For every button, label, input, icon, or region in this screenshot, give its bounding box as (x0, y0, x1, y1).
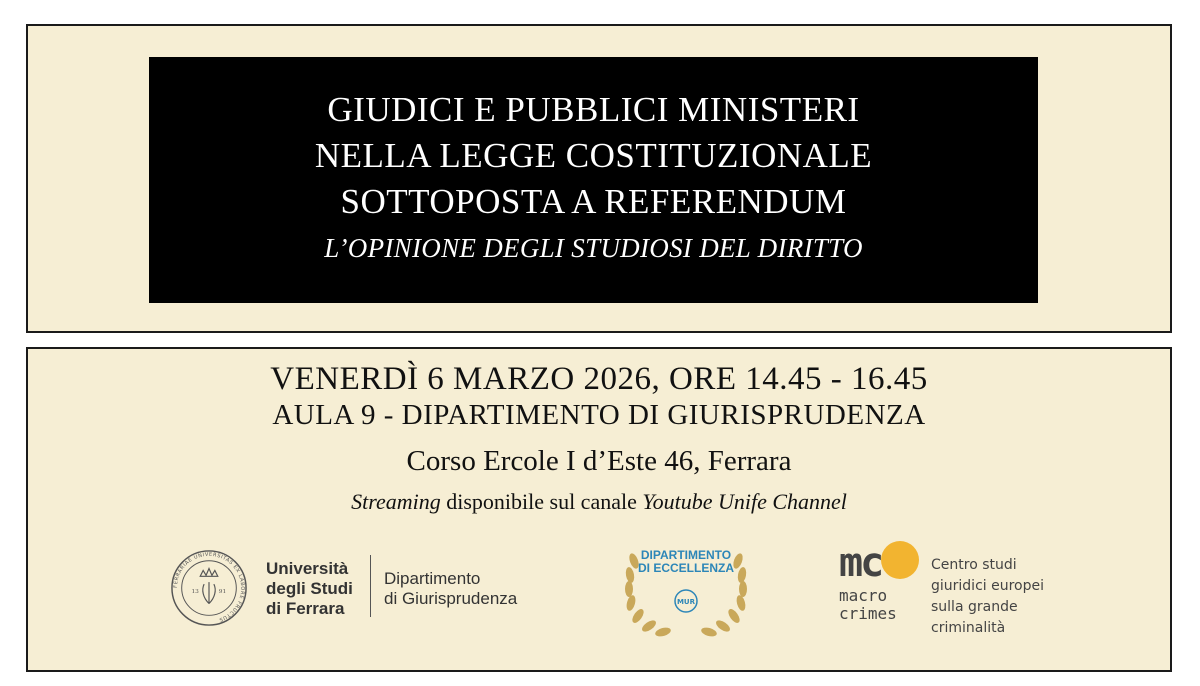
event-address: Corso Ercole I d’Este 46, Ferrara (406, 445, 792, 477)
streaming-middle: disponibile sul canale (440, 489, 643, 514)
title-line-1: GIUDICI E PUBBLICI MINISTERI (327, 90, 860, 129)
title-line-3: SOTTOPOSTA A REFERENDUM (340, 182, 847, 221)
macro-desc-line-2: giuridici europei (931, 578, 1044, 594)
unife-name-line-2: degli Studi (266, 579, 353, 598)
macro-desc-line-1: Centro studi (931, 557, 1017, 573)
streaming-word: Streaming (351, 489, 441, 514)
unife-department (384, 569, 517, 609)
eccellenza-line-1: DIPARTIMENTO (640, 548, 732, 562)
event-date-time: VENERDÌ 6 MARZO 2026, ORE 14.45 - 16.45 (270, 361, 928, 397)
mur-badge: MUR (676, 598, 696, 606)
macro-desc-line-4: criminalità (931, 620, 1006, 636)
unife-name-line-1: Università (266, 559, 349, 578)
macro-word-2: crimes (839, 604, 897, 623)
info-panel (26, 347, 1172, 672)
macro-circle-icon (881, 541, 919, 579)
macro-description (931, 555, 1044, 639)
macrocrimes-logo (833, 537, 1093, 637)
subtitle: L’OPINIONE DEGLI STUDIOSI DEL DIRITTO (324, 233, 863, 263)
title-panel (26, 24, 1172, 333)
eccellenza-line-2: DI ECCELLENZA (638, 561, 734, 575)
seal-year-left: 13 (191, 588, 199, 595)
title-box (149, 57, 1038, 303)
title-line-2: NELLA LEGGE COSTITUZIONALE (314, 136, 873, 175)
macro-desc-line-3: sulla grande (931, 599, 1018, 615)
eccellenza-logo (608, 537, 764, 645)
eccellenza-text (608, 549, 764, 575)
macro-wordmark (839, 587, 897, 623)
unife-dept-line-2: di Giurisprudenza (384, 589, 518, 608)
macro-word-1: macro (839, 586, 888, 605)
macro-mark: mc (839, 540, 882, 586)
unife-logo (170, 545, 560, 635)
unife-name-line-3: di Ferrara (266, 599, 345, 618)
unife-name (266, 559, 353, 619)
unife-dept-line-1: Dipartimento (384, 569, 481, 588)
seal-text: FERRARIAE UNIVERSITAS EX LABORE FRUCTUS (172, 551, 246, 623)
unife-seal-icon (170, 549, 248, 627)
streaming-info (28, 489, 1170, 515)
event-room: AULA 9 - DIPARTIMENTO DI GIURISPRUDENZA (272, 399, 926, 431)
streaming-channel: Youtube Unife Channel (642, 489, 847, 514)
seal-year-right: 91 (218, 588, 227, 595)
logo-divider (370, 555, 371, 617)
